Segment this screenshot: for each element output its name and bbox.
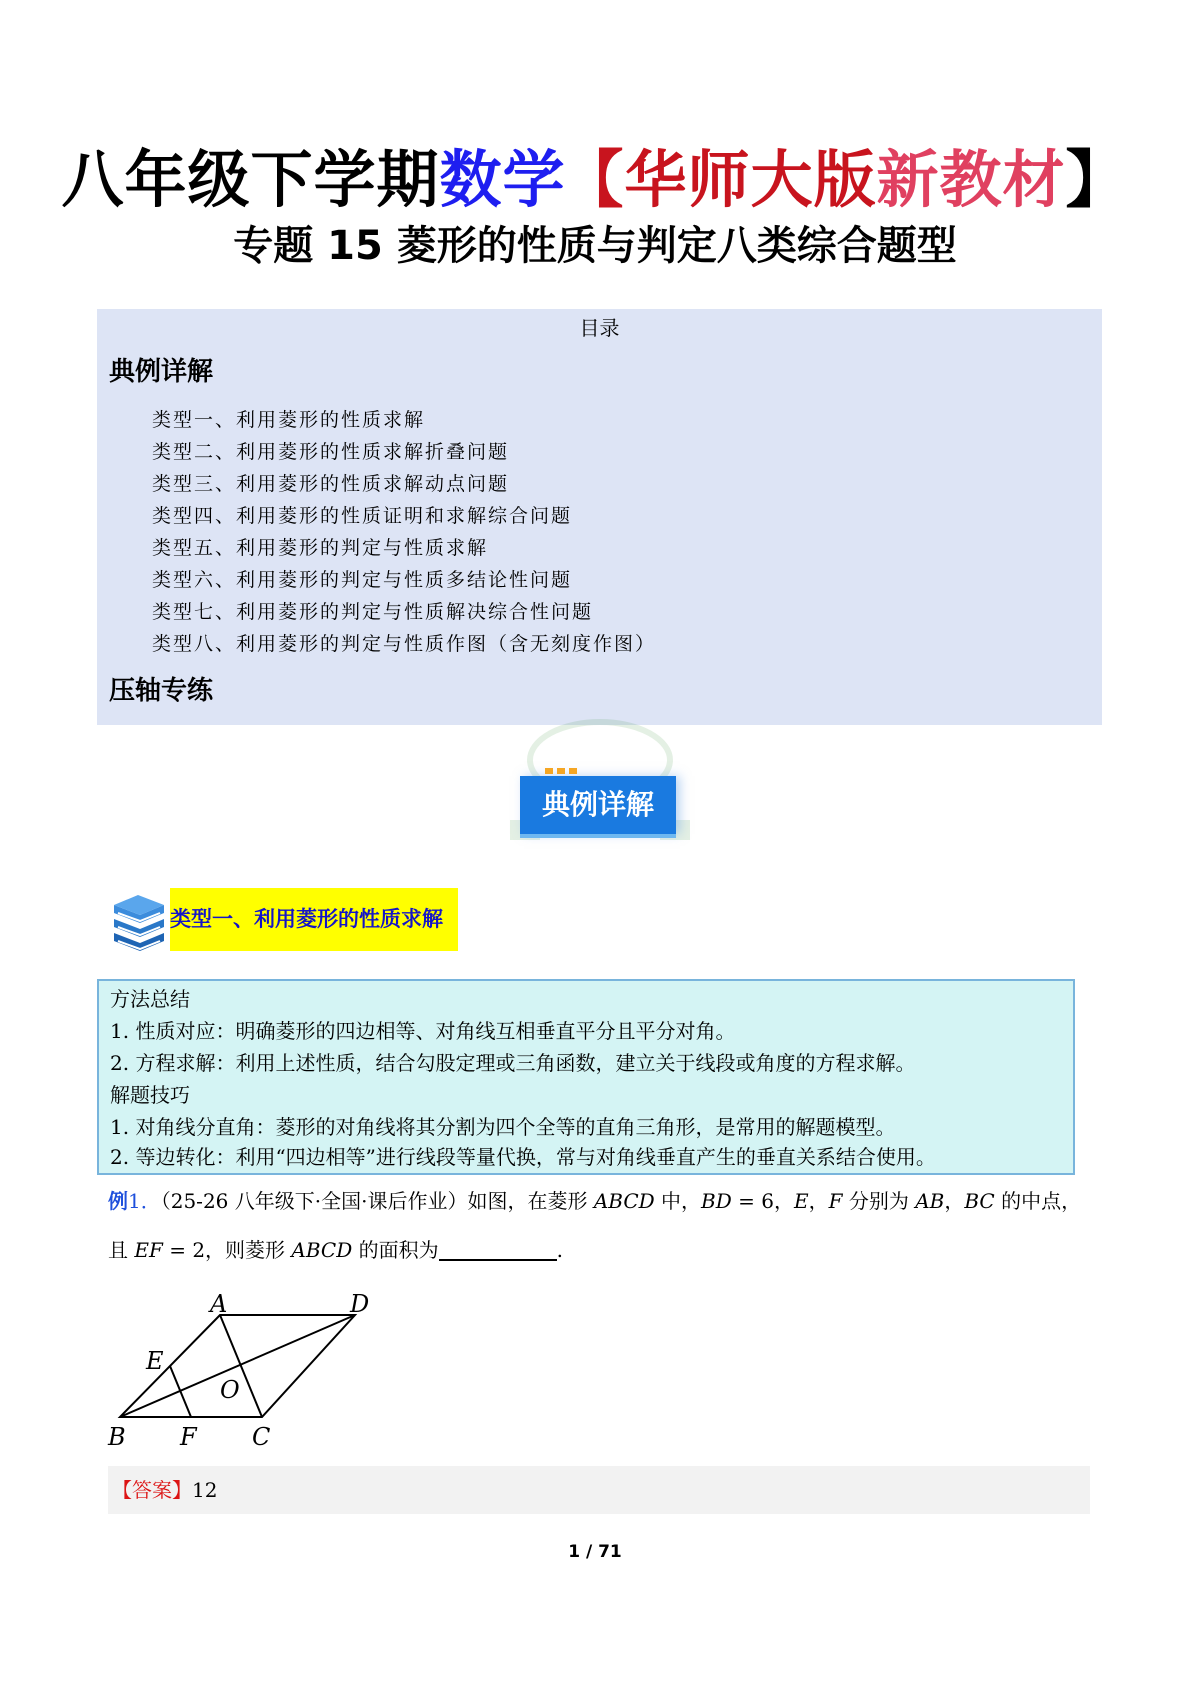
method-summary-box xyxy=(97,979,1075,1175)
toc-heading: 目录 xyxy=(579,316,620,340)
answer-blank[interactable] xyxy=(439,1237,557,1261)
toc-item[interactable]: 类型一、利用菱形的性质求解 xyxy=(152,409,426,431)
segment-ef xyxy=(170,1366,191,1417)
vertex-label-d: D xyxy=(350,1290,370,1318)
tips-heading: 解题技巧 xyxy=(110,1083,190,1107)
vertex-label-b: B xyxy=(108,1423,126,1450)
table-of-contents xyxy=(97,309,1102,725)
point-label-o: O xyxy=(220,1376,240,1404)
toc-item[interactable]: 类型八、利用菱形的判定与性质作图（含无刻度作图） xyxy=(152,633,657,655)
toc-section-examples[interactable]: 典例详解 xyxy=(109,357,214,387)
vertex-label-c: C xyxy=(252,1423,271,1450)
answer-box xyxy=(108,1466,1090,1514)
method-line: 1. 对角线分直角：菱形的对角线将其分割为四个全等的直角三角形，是常用的解题模型。 xyxy=(110,1115,896,1139)
section-banner xyxy=(520,776,676,834)
page-number: 1 / 71 xyxy=(568,1542,622,1562)
method-line: 1. 性质对应：明确菱形的四边相等、对角线互相垂直平分且平分对角。 xyxy=(110,1019,736,1043)
type-heading: 类型一、利用菱形的性质求解 xyxy=(170,888,458,951)
decor-dots-icon xyxy=(545,768,605,774)
method-line: 2. 等边转化：利用“四边相等”进行线段等量代换，常与对角线垂直产生的垂直关系结合使用。 xyxy=(110,1145,936,1169)
toc-item[interactable]: 类型五、利用菱形的判定与性质求解 xyxy=(152,537,489,559)
vertex-label-a: A xyxy=(210,1290,228,1318)
toc-item[interactable]: 类型二、利用菱形的性质求解折叠问题 xyxy=(152,441,510,463)
document-title: 八年级下学期数学【华师大版新教材】 xyxy=(61,143,1129,216)
toc-item[interactable]: 类型六、利用菱形的判定与性质多结论性问题 xyxy=(152,569,573,591)
method-line: 2. 方程求解：利用上述性质，结合勾股定理或三角函数，建立关于线段或角度的方程求解。 xyxy=(110,1051,916,1075)
rhombus-figure xyxy=(100,1285,390,1450)
toc-item[interactable]: 类型七、利用菱形的判定与性质解决综合性问题 xyxy=(152,601,594,623)
example-question-line2: 且 EF = 2，则菱形 ABCD 的面积为 . xyxy=(108,1238,563,1262)
document-subtitle: 专题 15 菱形的性质与判定八类综合题型 xyxy=(233,223,957,269)
point-label-f: F xyxy=(180,1423,197,1450)
toc-section-practice[interactable]: 压轴专练 xyxy=(109,676,214,706)
toc-item[interactable]: 类型四、利用菱形的性质证明和求解综合问题 xyxy=(152,505,573,527)
toc-item[interactable]: 类型三、利用菱形的性质求解动点问题 xyxy=(152,473,510,495)
point-label-e: E xyxy=(146,1347,164,1375)
example-question-line1: 例1．（25-26 八年级下·全国·课后作业）如图，在菱形 ABCD 中，BD = 6，E，F 分别为 AB，BC 的中点， xyxy=(108,1189,1082,1213)
books-stack-icon xyxy=(110,893,168,953)
method-heading: 方法总结 xyxy=(110,987,190,1011)
answer-text: 【答案】12 xyxy=(112,1478,218,1502)
banner-label: 典例详解 xyxy=(541,788,654,821)
